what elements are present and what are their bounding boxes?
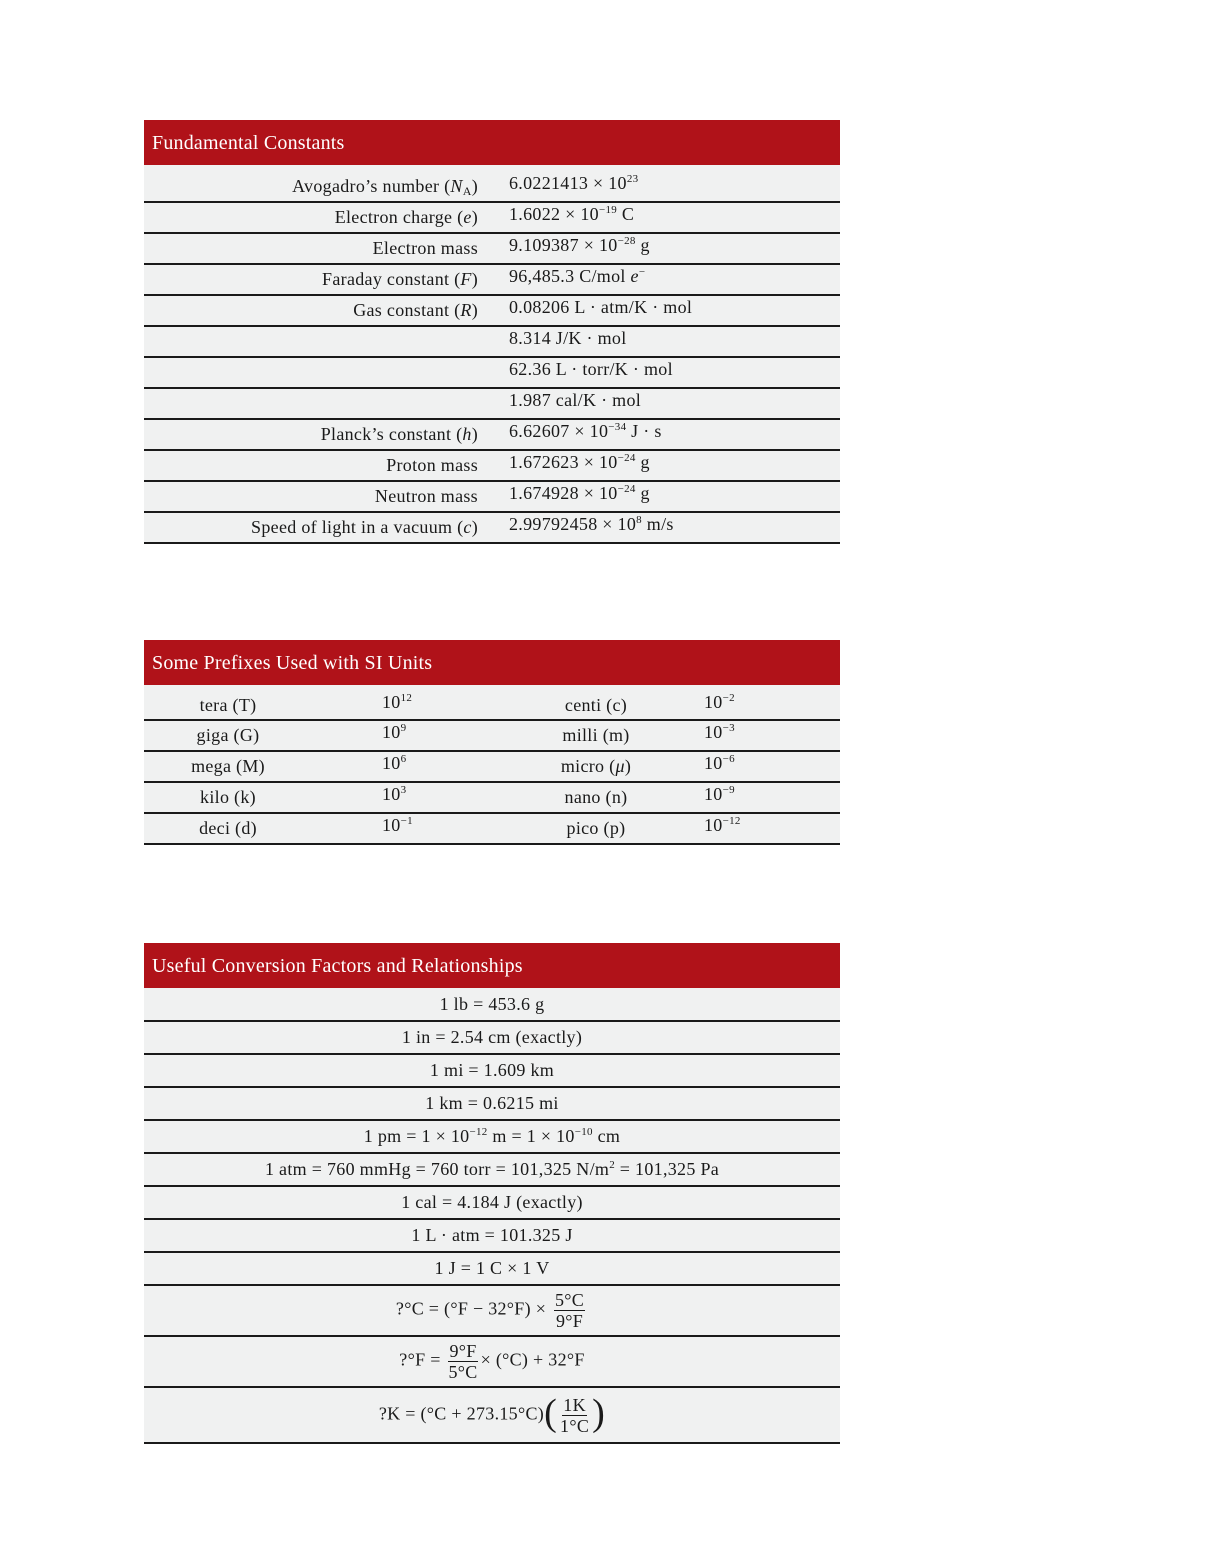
- conversion-row: [144, 988, 840, 1022]
- conversion-row: [144, 1187, 840, 1220]
- si-prefixes-table: [144, 640, 840, 845]
- fahrenheit-formula-row: [144, 1337, 840, 1388]
- constant-row: [144, 203, 840, 234]
- prefix-name: pico (p): [566, 818, 626, 838]
- conversion-row: [144, 1022, 840, 1055]
- prefix-row: [144, 814, 840, 845]
- constants-title: Fundamental Constants: [144, 120, 840, 165]
- kelvin-formula-row: [144, 1388, 840, 1444]
- constant-row: [144, 513, 840, 544]
- conversion-row: [144, 1055, 840, 1088]
- constant-value: 62.36 L · torr/K · mol: [509, 359, 673, 379]
- constant-value: $6.0221413 \times 10^{23}$: [509, 172, 639, 193]
- constant-value: $6.62607 \times 10^{-34}$ J · s: [509, 421, 662, 441]
- constant-name: Neutron mass: [374, 486, 478, 506]
- constant-name: Proton mass: [386, 455, 478, 475]
- prefix-name: tera (T): [199, 694, 257, 715]
- prefix-value: $10^9$: [382, 722, 407, 742]
- constant-row: [144, 327, 840, 358]
- prefix-name: centi (c): [564, 694, 628, 715]
- prefix-value: $10^{12}$: [382, 691, 413, 712]
- celsius-formula-row: [144, 1286, 840, 1337]
- constant-value: 0.08206 L · atm/K · mol: [509, 297, 693, 317]
- prefix-value: $10^{-1}$: [382, 815, 413, 835]
- conversion-text: 1 L · atm = 101.325 J: [411, 1225, 573, 1245]
- prefix-row: [144, 685, 840, 721]
- prefix-value: $10^{-12}$: [704, 815, 741, 835]
- conversion-text: 1 cal = 4.184 J (exactly): [401, 1192, 583, 1212]
- conversion-row: [144, 1121, 840, 1154]
- fundamental-constants-table: [144, 120, 840, 544]
- constant-name: Speed of light in a vacuum (c): [251, 517, 478, 537]
- conversion-text: 1 km = 0.6215 mi: [425, 1093, 559, 1113]
- prefix-row: [144, 752, 840, 783]
- constant-name: Avogadro’s number $(N_A)$: [292, 175, 478, 198]
- conversion-text: 1 in = 2.54 cm (exactly): [401, 1027, 583, 1047]
- constant-value: $2.99792458 \times 10^8$ m/s: [509, 514, 674, 534]
- prefix-value: $10^{-9}$: [704, 784, 735, 804]
- prefix-value: $10^{-2}$: [704, 691, 735, 712]
- conversion-text: ?K = (°C + 273.15°C)( $\frac{1K}{1^\circ C}$ ): [378, 1392, 606, 1436]
- conversion-row: [144, 1088, 840, 1121]
- conversion-row: [144, 1220, 840, 1253]
- prefix-name: kilo (k): [200, 787, 256, 807]
- constant-row: [144, 265, 840, 296]
- prefix-row: [144, 721, 840, 752]
- constant-name: Gas constant (R): [353, 300, 478, 320]
- constant-value: $1.672623 \times 10^{-24}$ g: [509, 452, 650, 472]
- constant-row: [144, 358, 840, 389]
- constant-name: Planck’s constant (h): [320, 424, 478, 444]
- constant-row: [144, 482, 840, 513]
- constant-row: [144, 296, 840, 327]
- conversion-factors-table: [144, 943, 840, 1444]
- constant-value: $1.674928 \times 10^{-24}$ g: [509, 483, 650, 503]
- conversions-title: Useful Conversion Factors and Relationships: [144, 943, 840, 988]
- prefix-row: [144, 783, 840, 814]
- constant-value: 1.987 cal/K · mol: [509, 390, 642, 410]
- conversion-row: [144, 1154, 840, 1187]
- conversion-text: 1 mi = 1.609 km: [429, 1060, 555, 1080]
- prefix-value: $10^6$: [382, 753, 407, 773]
- conversion-text: ?°C = (°F − 32°F) × $\frac{5^\circ C}{9^\circ F}$: [395, 1290, 585, 1331]
- prefix-name: mega (M): [191, 756, 265, 776]
- constant-value: $1.6022 \times 10^{-19}$ C: [509, 204, 635, 224]
- constant-name: Electron charge (e): [334, 207, 478, 227]
- conversion-text: 1 lb = 453.6 g: [439, 993, 545, 1014]
- constant-row: [144, 451, 840, 482]
- fraction: $\frac{9^\circ F}{5^\circ C}$: [448, 1341, 478, 1382]
- prefix-name: micro (μ): [560, 756, 632, 776]
- prefix-value: $10^{-3}$: [704, 722, 735, 742]
- constant-row: [144, 234, 840, 265]
- prefix-value: $10^3$: [382, 784, 407, 804]
- constant-row: [144, 389, 840, 420]
- constant-value: 8.314 J/K · mol: [509, 328, 627, 348]
- prefix-name: giga (G): [196, 725, 260, 745]
- fraction: $\frac{5^\circ C}{9^\circ F}$: [554, 1290, 585, 1331]
- conversion-text: ?°F = $\frac{9^\circ F}{5^\circ C}$ × (°C) + 32°F: [399, 1341, 585, 1382]
- prefixes-title: Some Prefixes Used with SI Units: [144, 640, 840, 685]
- constant-value: 96,485.3 C/mol e−: [509, 266, 646, 286]
- prefix-name: milli (m): [562, 725, 630, 745]
- constant-row: [144, 420, 840, 451]
- constant-name: Electron mass: [372, 238, 478, 258]
- constant-value: $9.109387 \times 10^{-28}$ g: [509, 235, 650, 255]
- prefix-name: nano (n): [564, 787, 628, 807]
- constant-name: Faraday constant (F): [322, 269, 478, 289]
- conversion-text: 1 J = 1 C × 1 V: [434, 1258, 550, 1278]
- prefix-name: deci (d): [199, 818, 257, 838]
- conversion-row: [144, 1253, 840, 1286]
- prefix-value: $10^{-6}$: [704, 753, 735, 773]
- conversion-text: 1 pm = $1 \times 10^{-12}$ $m = 1 \times 10^{-10}$ cm: [363, 1126, 621, 1146]
- fraction: $\frac{1K}{1^\circ C}$: [560, 1394, 590, 1436]
- constant-row: [144, 165, 840, 203]
- conversion-text: 1 atm = 760 mmHg = 760 torr = 101,325 $N/m^2 = 101,325$ Pa: [264, 1159, 720, 1179]
